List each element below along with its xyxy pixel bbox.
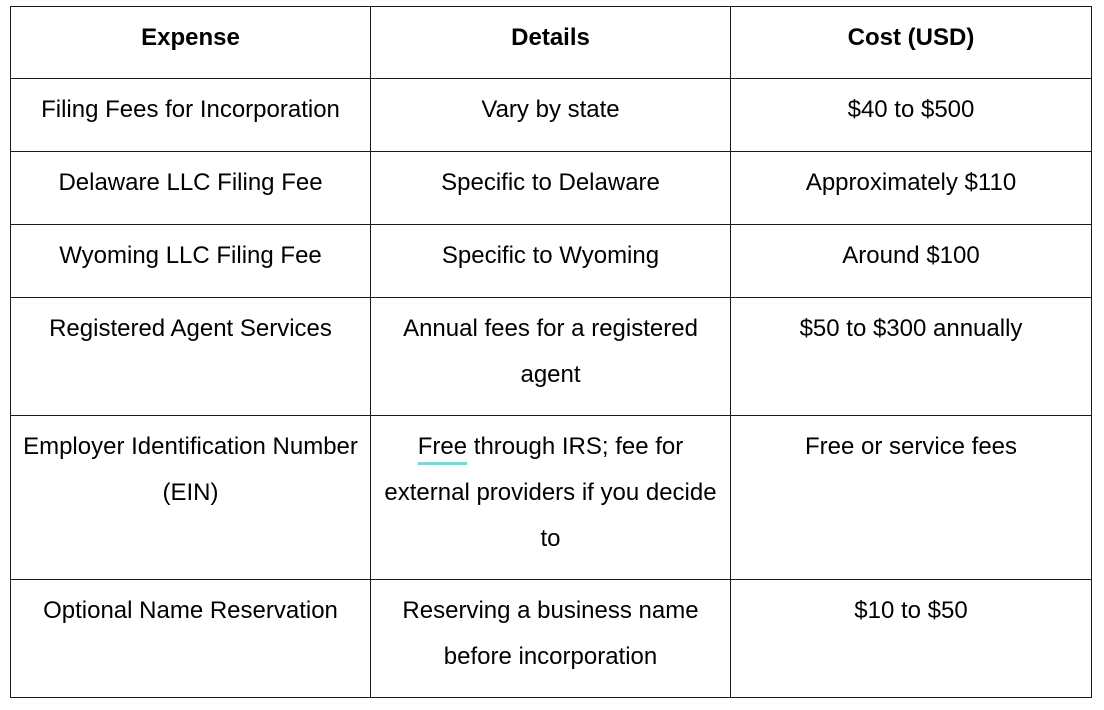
cost-cell: $50 to $300 annually <box>731 298 1092 416</box>
expense-cell: Registered Agent Services <box>11 298 371 416</box>
table-row <box>11 416 1092 580</box>
header-details: Details <box>371 7 731 79</box>
details-cell: Annual fees for a registered agent <box>371 298 731 416</box>
cost-cell: Free or service fees <box>731 416 1092 580</box>
details-cell: Specific to Delaware <box>371 152 731 225</box>
details-cell <box>371 416 731 580</box>
expense-cell: Filing Fees for Incorporation <box>11 79 371 152</box>
details-cell: Reserving a business name before incorporation <box>371 580 731 698</box>
cost-cell: $10 to $50 <box>731 580 1092 698</box>
table-header-row <box>11 7 1092 79</box>
table-row <box>11 580 1092 698</box>
free-link[interactable]: Free <box>417 433 468 460</box>
cost-cell: $40 to $500 <box>731 79 1092 152</box>
details-cell: Vary by state <box>371 79 731 152</box>
expense-table <box>10 6 1092 698</box>
table-row <box>11 152 1092 225</box>
cost-cell: Around $100 <box>731 225 1092 298</box>
details-text: through IRS; fee for external providers if you decide to <box>384 433 717 552</box>
table-row <box>11 79 1092 152</box>
expense-cell: Optional Name Reservation <box>11 580 371 698</box>
expense-cell: Delaware LLC Filing Fee <box>11 152 371 225</box>
expense-cell: Employer Identification Number (EIN) <box>11 416 371 580</box>
table-row <box>11 225 1092 298</box>
expense-cell: Wyoming LLC Filing Fee <box>11 225 371 298</box>
header-cost: Cost (USD) <box>731 7 1092 79</box>
table-row <box>11 298 1092 416</box>
cost-cell: Approximately $110 <box>731 152 1092 225</box>
details-cell: Specific to Wyoming <box>371 225 731 298</box>
header-expense: Expense <box>11 7 371 79</box>
